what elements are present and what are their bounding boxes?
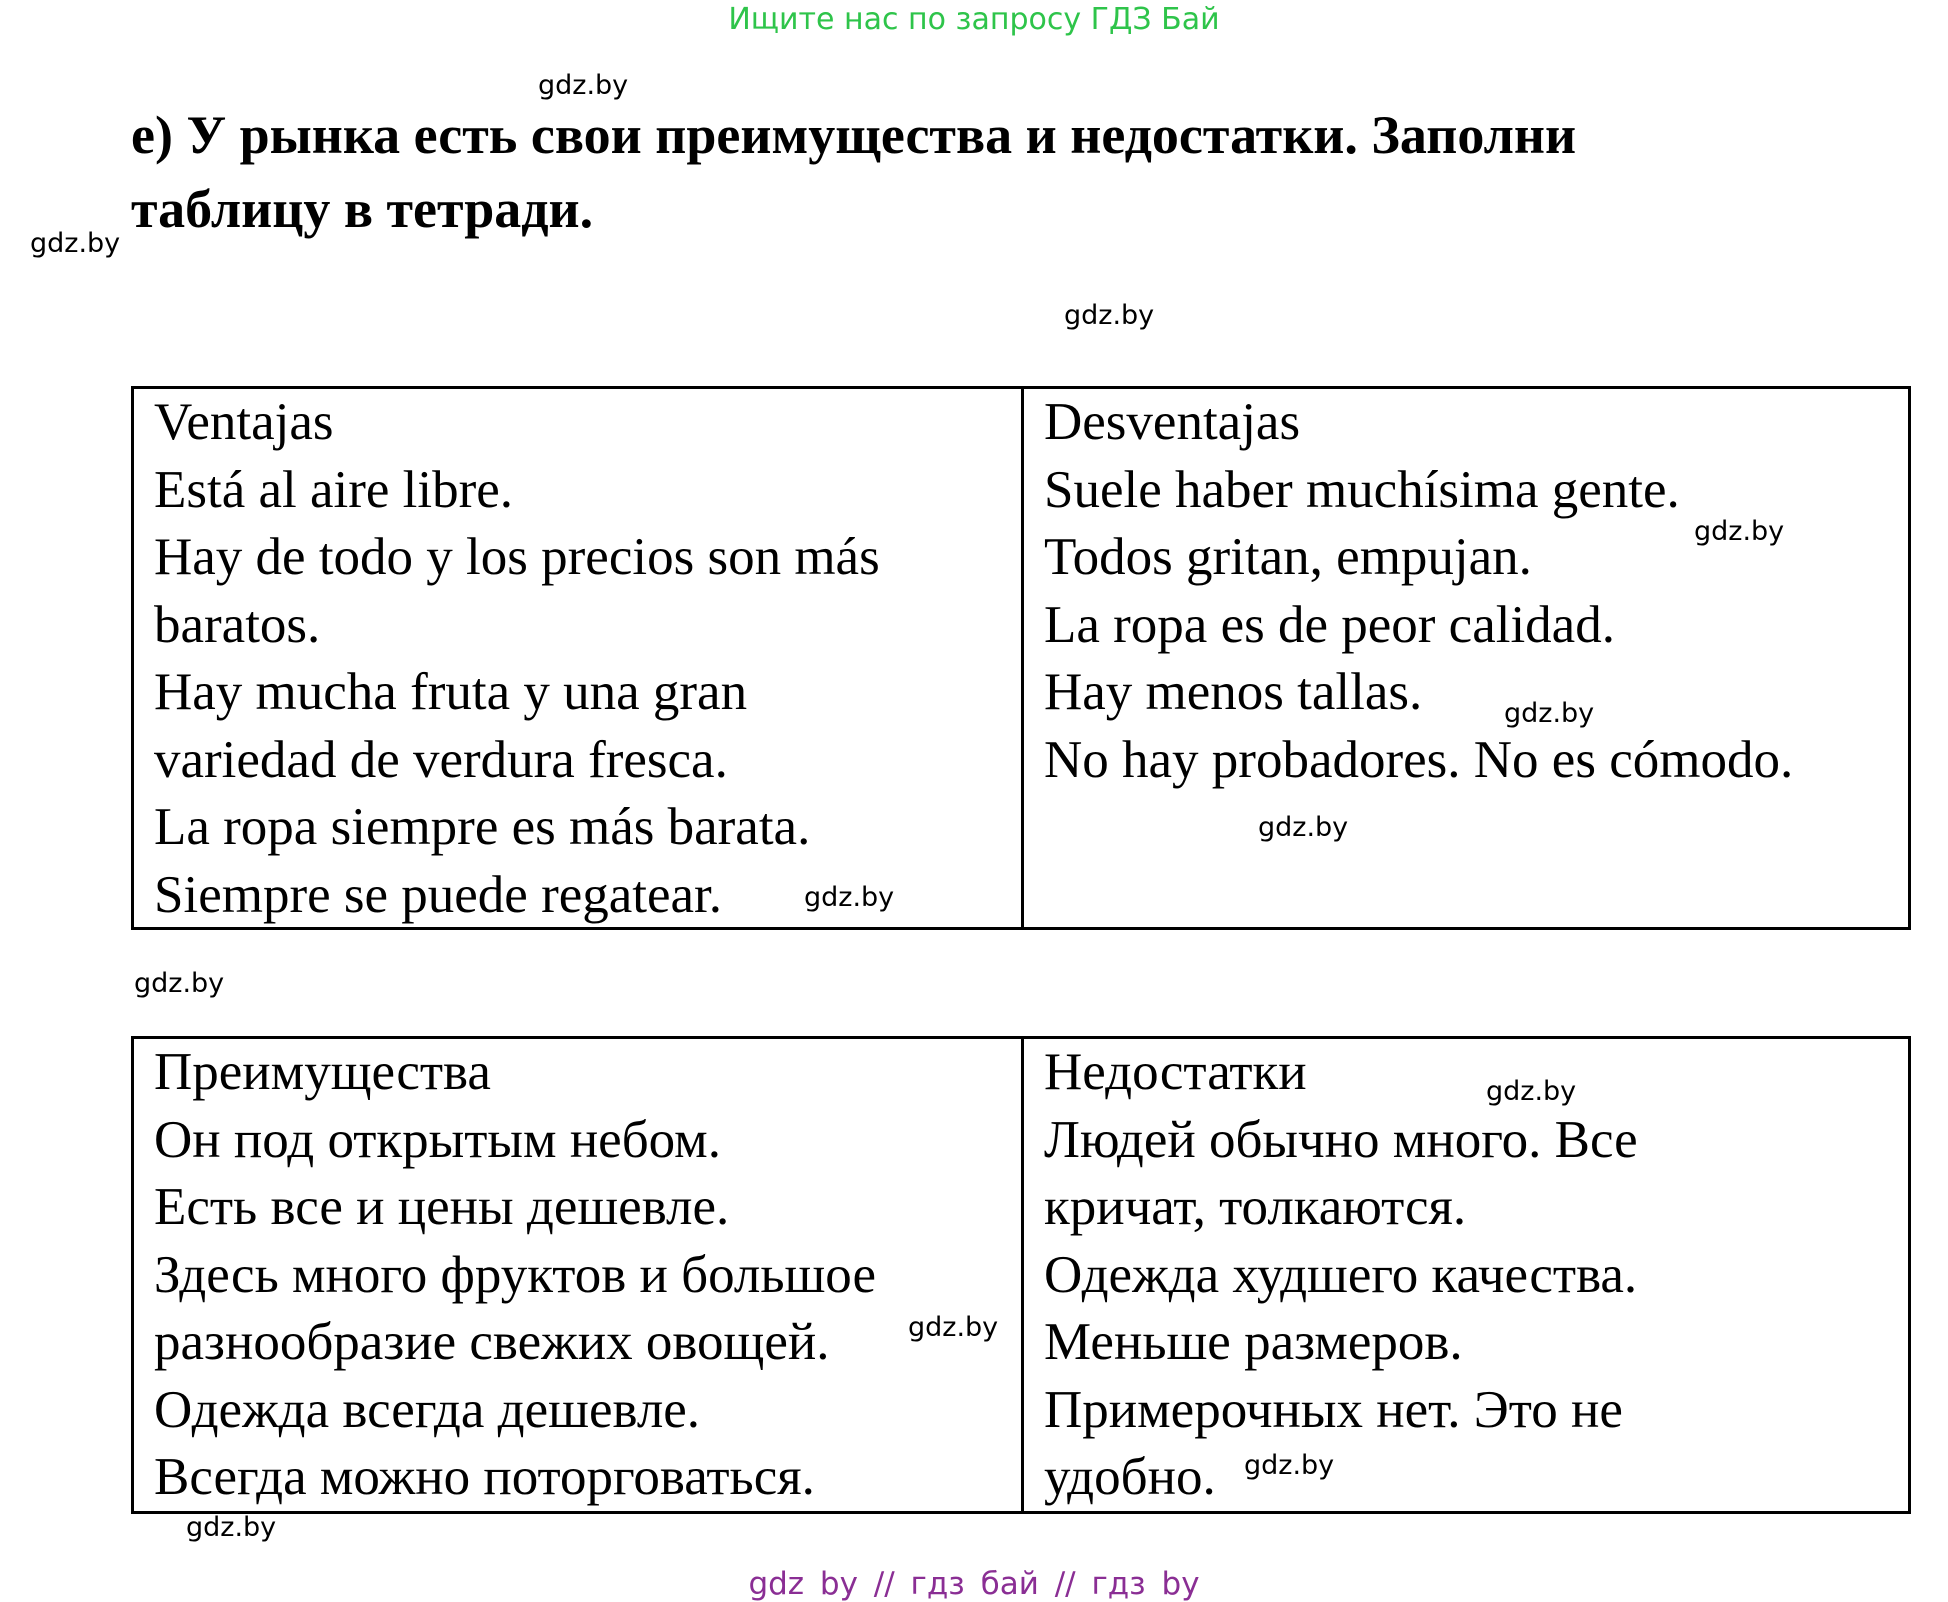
watermark: gdz.by — [134, 968, 225, 999]
nedostatki-column — [1024, 1039, 1908, 1511]
table-line: Suele haber muchísima gente. — [1044, 460, 1680, 519]
table-line: Всегда можно поторговаться. — [154, 1448, 815, 1506]
watermark: gdz.by — [908, 1312, 999, 1343]
watermark: gdz.by — [1694, 516, 1785, 547]
watermark: gdz.by — [186, 1512, 277, 1543]
table-line: Здесь много фруктов и большое — [154, 1245, 876, 1304]
table-line: Hay de todo y los precios son más — [154, 528, 880, 586]
table-line: No hay probadores. No es cómodo. — [1044, 730, 1794, 789]
table-line: Одежда всегда дешевле. — [154, 1380, 701, 1439]
table-line: Меньше размеров. — [1044, 1313, 1463, 1371]
exercise-heading-line-1: е) У рынка есть свои преимущества и недостатки. Заполни — [131, 105, 1577, 165]
table-line: Hay menos tallas. — [1044, 663, 1423, 721]
column-header: Недостатки — [1044, 1043, 1307, 1101]
table-line: кричат, толкаются. — [1044, 1178, 1467, 1236]
preimushchestva-column — [134, 1039, 1024, 1511]
desventajas-column — [1024, 389, 1908, 927]
watermark: gdz.by — [804, 882, 895, 913]
table-line: Есть все и цены дешевле. — [154, 1178, 730, 1236]
table-line: Примерочных нет. Это не — [1044, 1380, 1623, 1439]
watermark: gdz.by — [1064, 300, 1155, 331]
table-line: La ropa siempre es más barata. — [154, 798, 811, 856]
table-line: Siempre se puede regatear. — [154, 865, 723, 924]
table-line: Людей обычно много. Все — [1044, 1110, 1638, 1169]
table-line: разнообразие свежих овощей. — [154, 1313, 830, 1371]
spanish-table — [131, 386, 1911, 930]
russian-table — [131, 1036, 1911, 1514]
top-banner: Ищите нас по запросу ГДЗ Бай — [728, 2, 1220, 37]
table-line: Он под открытым небом. — [154, 1110, 721, 1169]
exercise-heading — [131, 98, 1891, 246]
exercise-heading-line-2: таблицу в тетради. — [131, 179, 594, 239]
column-header: Преимущества — [154, 1043, 491, 1101]
table-line: Todos gritan, empujan. — [1044, 528, 1532, 586]
table-line: Hay mucha fruta y una gran — [154, 663, 748, 721]
watermark: gdz.by — [1258, 812, 1349, 843]
watermark: gdz.by — [30, 228, 121, 259]
footer-watermark: gdz by // гдз бай // гдз by — [748, 1566, 1200, 1602]
table-line: variedad de verdura fresca. — [154, 730, 728, 789]
watermark: gdz.by — [1244, 1450, 1335, 1481]
table-line: La ropa es de peor calidad. — [1044, 595, 1615, 654]
table-line: baratos. — [154, 595, 321, 654]
watermark: gdz.by — [1504, 698, 1595, 729]
ventajas-column — [134, 389, 1024, 927]
watermark: gdz.by — [1486, 1076, 1577, 1107]
watermark: gdz.by — [538, 70, 629, 101]
table-line: удобно. — [1044, 1448, 1216, 1506]
column-header: Desventajas — [1044, 393, 1301, 451]
table-line: Está al aire libre. — [154, 460, 514, 519]
column-header: Ventajas — [154, 393, 334, 451]
table-line: Одежда худшего качества. — [1044, 1245, 1638, 1304]
